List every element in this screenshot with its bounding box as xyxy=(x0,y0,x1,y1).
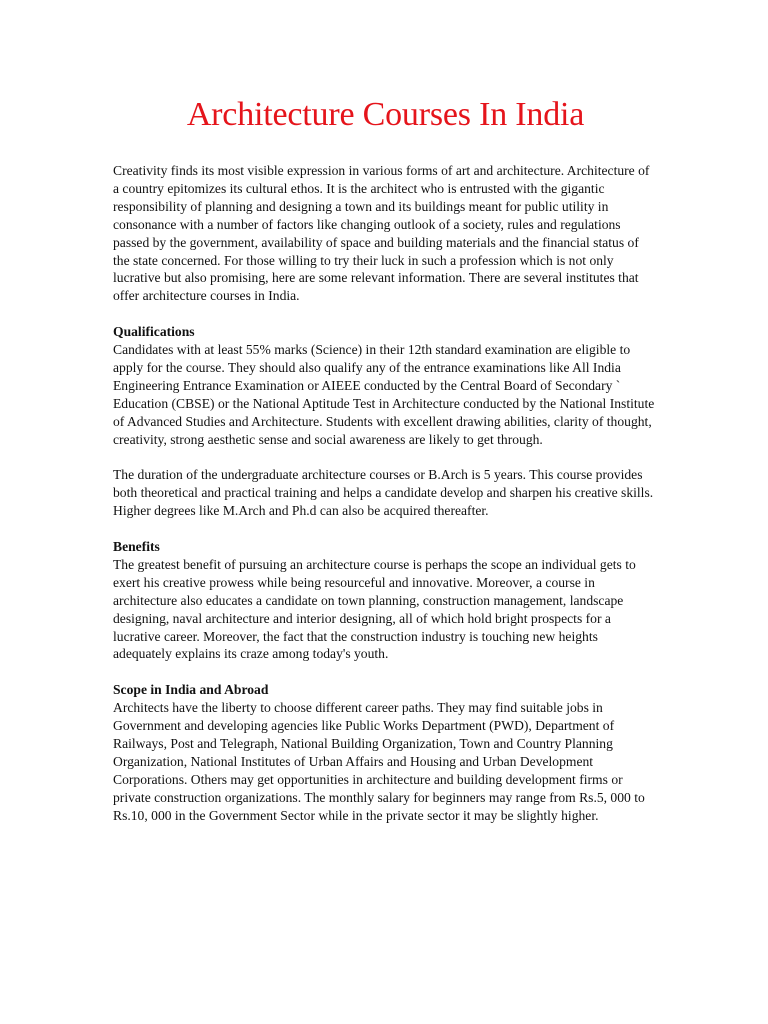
qualifications-paragraph: Candidates with at least 55% marks (Science) in their 12th standard examination are eligible to apply for the course. They should also qualify any of the entrance examinations like All India Engineering Entrance Examination or AIEEE conducted by the Central Board of Secondary ` Education (CBSE) or the National Aptitude Test in Architecture conducted by the National Institute of Advanced Studies and Architecture. Students with excellent drawing abilities, clarity of thought, creativity, strong aesthetic sense and social awareness are likely to get through. xyxy=(113,342,655,447)
scope-heading: Scope in India and Abroad xyxy=(113,682,269,698)
benefits-paragraph: The greatest benefit of pursuing an architecture course is perhaps the scope an individual gets to exert his creative prowess while being resourceful and innovative. Moreover, a course in architecture also educates a candidate on town planning, construction management, landscape designing, naval architecture and interior designing, all of which hold bright prospects for a lucrative career. Moreover, the fact that the construction industry is touching new heights adequately explains its craze among today's youth. xyxy=(113,556,636,662)
paragraph-spacer xyxy=(113,305,658,323)
paragraph-spacer xyxy=(113,663,658,681)
document-page xyxy=(113,92,658,824)
page-title: Architecture Courses In India xyxy=(186,96,585,133)
intro-paragraph: Creativity finds its most visible expression in various forms of art and architecture. Architecture of a country epitomizes its cultural ethos. It is the architect who is entrusted with the gigantic responsibility of planning and designing a town and its buildings meant for public utility in consonance with a number of factors like changing outlook of a society, rules and regulations passed by the government, availability of space and building materials and the financial status of the state concerned. For those willing to try their luck in such a profession which is not only lucrative but also promising, here are some relevant information. There are several institutes that offer architecture courses in India. xyxy=(113,163,650,304)
paragraph-spacer xyxy=(113,520,658,538)
paragraph-spacer xyxy=(113,448,658,466)
duration-paragraph: The duration of the undergraduate architecture courses or B.Arch is 5 years. This course provides both theoretical and practical training and helps a candidate develop and sharpen his creative skills. Higher degrees like M.Arch and Ph.d can also be acquired thereafter. xyxy=(113,467,654,519)
scope-paragraph: Architects have the liberty to choose different career paths. They may find suitable jobs in Government and developing agencies like Public Works Department (PWD), Department of Railways, Post and Telegraph, National Building Organization, Town and Country Planning Organization, National Institutes of Urban Affairs and Housing and Urban Development Corporations. Others may get opportunities in architecture and building development firms or private construction organizations. The monthly salary for beginners may range from Rs.5, 000 to Rs.10, 000 in the Government Sector while in the private sector it may be slightly higher. xyxy=(113,700,645,823)
qualifications-heading: Qualifications xyxy=(113,324,195,340)
benefits-heading: Benefits xyxy=(113,538,160,554)
